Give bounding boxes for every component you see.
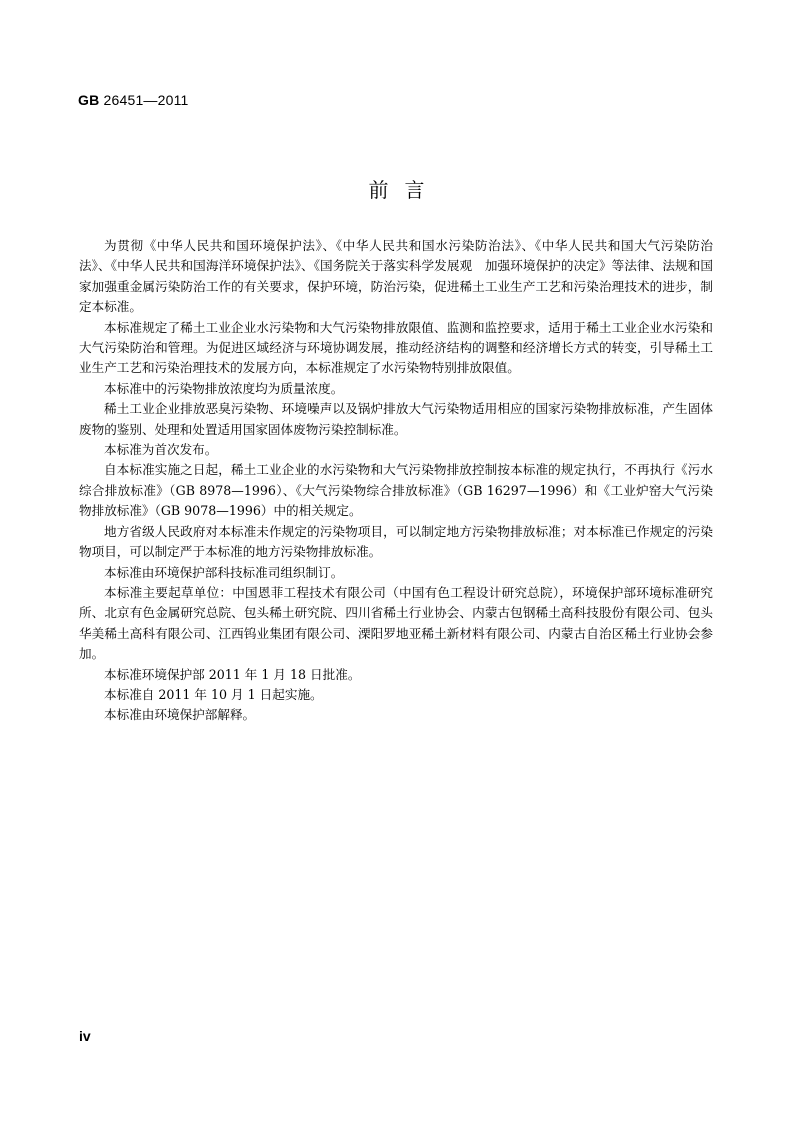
paragraph-local-standards: 地方省级人民政府对本标准未作规定的污染物项目，可以制定地方污染物排放标准；对本标准已作规定的污染物项目，可以制定严于本标准的地方污染物排放标准。 <box>79 523 713 560</box>
page-number: iv <box>79 1028 91 1044</box>
paragraph-replacement: 自本标准实施之日起，稀土工业企业的水污染物和大气污染物排放控制按本标准的规定执行，不再执行《污水综合排放标准》（GB 8978—1996）、《大气污染物综合排放标准》（GB 16297—1996）和《工业炉窑大气污染物排放标准》（GB 9078—1996）中的相关规定。 <box>79 462 713 519</box>
page-title: 前言 <box>368 178 441 202</box>
standard-code <box>78 92 189 108</box>
paragraph-concentration: 本标准中的污染物排放浓度均为质量浓度。 <box>104 380 344 396</box>
standard-code-prefix: GB <box>78 92 100 108</box>
paragraph-approval-date: 本标准环境保护部 2011 年 1 月 18 日批准。 <box>104 666 361 682</box>
standard-code-number: 26451—2011 <box>99 92 189 108</box>
paragraph-purpose: 为贯彻《中华人民共和国环境保护法》、《中华人民共和国水污染防治法》、《中华人民共和国大气污染防治法》、《中华人民共和国海洋环境保护法》、《国务院关于落实科学发展观 加强环境保护的决定》等法律、法规和国家加强重金属污染防治工作的有关要求，保护环境，防治污染，促进稀土工业生产工艺和污染治理技术的进步，制定本标准。 <box>79 238 713 315</box>
paragraph-scope: 本标准规定了稀土工业企业水污染物和大气污染物排放限值、监测和监控要求，适用于稀土工业企业水污染和大气污染防治和管理。为促进区域经济与环境协调发展，推动经济结构的调整和经济增长方式的转变，引导稀土工业生产工艺和污染治理技术的发展方向，本标准规定了水污染物特别排放限值。 <box>79 319 713 376</box>
paragraph-first-release: 本标准为首次发布。 <box>104 442 218 458</box>
paragraph-interpretation: 本标准由环境保护部解释。 <box>104 707 256 723</box>
paragraph-drafters: 本标准主要起草单位：中国恩菲工程技术有限公司（中国有色工程设计研究总院），环境保护部环境标准研究所、北京有色金属研究总院、包头稀土研究院、四川省稀土行业协会、内蒙古包钢稀土高科技股份有限公司、包头华美稀土高科有限公司、江西钨业集团有限公司、溧阳罗地亚稀土新材料有限公司、内蒙古自治区稀土行业协会参加。 <box>79 584 713 662</box>
paragraph-organizer: 本标准由环境保护部科技标准司组织制订。 <box>104 564 344 580</box>
foreword-body <box>79 236 713 726</box>
paragraph-other-standards: 稀土工业企业排放恶臭污染物、环境噪声以及锅炉排放大气污染物适用相应的国家污染物排放标准，产生固体废物的鉴别、处理和处置适用国家固体废物污染控制标准。 <box>79 401 713 437</box>
paragraph-effective-date: 本标准自 2011 年 10 月 1 日起实施。 <box>104 686 323 702</box>
